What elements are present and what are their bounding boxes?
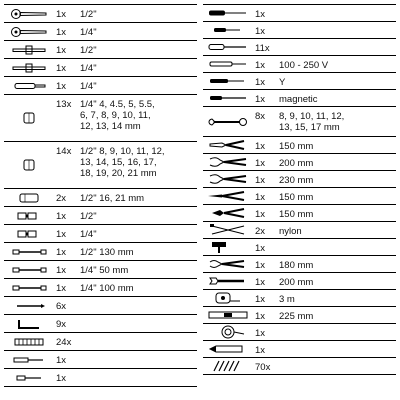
tool-row bbox=[4, 77, 197, 95]
tool-row bbox=[4, 189, 197, 207]
quantity: 13x bbox=[56, 99, 72, 110]
quantity: 8x bbox=[255, 111, 266, 122]
tool-row bbox=[203, 273, 396, 290]
description: 150 mm bbox=[279, 141, 314, 152]
quantity: 1x bbox=[56, 9, 67, 20]
tool-row bbox=[203, 39, 396, 56]
tool-row bbox=[203, 154, 396, 171]
tool-row bbox=[4, 369, 197, 387]
tool-row bbox=[203, 73, 396, 90]
description: 1/2" bbox=[80, 9, 97, 20]
tool-row bbox=[203, 171, 396, 188]
tool-row bbox=[4, 59, 197, 77]
description: 1/2" 16, 21 mm bbox=[80, 193, 145, 204]
tool-row bbox=[4, 351, 197, 369]
description: 1/2" bbox=[80, 211, 97, 222]
description bbox=[279, 358, 396, 362]
quantity: 1x bbox=[56, 81, 67, 92]
tool-row bbox=[4, 142, 197, 189]
tool-row bbox=[203, 239, 396, 256]
combination-pliers-icon bbox=[203, 137, 253, 153]
hex-key-icon bbox=[4, 315, 54, 332]
bit-adapter-icon bbox=[4, 369, 54, 386]
tool-row bbox=[203, 137, 396, 154]
description: 1/4" bbox=[80, 229, 97, 240]
quantity: 1x bbox=[56, 283, 67, 294]
description bbox=[279, 341, 396, 345]
tool-row bbox=[203, 107, 396, 137]
long-nose-pliers-icon bbox=[203, 188, 253, 204]
description bbox=[279, 22, 396, 26]
description: 1/4" bbox=[80, 27, 97, 38]
description: 3 m bbox=[279, 294, 295, 305]
tool-row bbox=[203, 5, 396, 22]
quantity: 1x bbox=[255, 243, 266, 254]
quantity: 1x bbox=[255, 311, 266, 322]
insulation-tape-icon bbox=[203, 324, 253, 340]
description: 1/4" 100 mm bbox=[80, 283, 134, 294]
universal-joint-icon bbox=[4, 207, 54, 224]
description: 1/4" bbox=[80, 63, 97, 74]
quantity: 2x bbox=[255, 226, 266, 237]
quantity: 1x bbox=[255, 141, 266, 152]
tool-row bbox=[203, 205, 396, 222]
description: Y bbox=[279, 77, 286, 88]
quantity: 24x bbox=[56, 337, 72, 348]
tool-row bbox=[203, 188, 396, 205]
quantity: 1x bbox=[56, 211, 67, 222]
quantity: 1x bbox=[56, 265, 67, 276]
ratchet-handle-icon bbox=[4, 23, 54, 40]
tool-row bbox=[203, 341, 396, 358]
tool-row bbox=[4, 279, 197, 297]
quantity: 1x bbox=[56, 229, 67, 240]
tool-row bbox=[203, 256, 396, 273]
quantity: 1x bbox=[255, 9, 266, 20]
tool-row bbox=[4, 333, 197, 351]
bit-icon bbox=[4, 297, 54, 314]
tool-row bbox=[203, 307, 396, 324]
description: 230 mm bbox=[279, 175, 314, 186]
voltage-tester-icon bbox=[203, 56, 253, 72]
quantity: 1x bbox=[255, 158, 266, 169]
spirit-level-icon bbox=[203, 307, 253, 323]
quantity: 1x bbox=[56, 373, 67, 384]
tool-row bbox=[4, 95, 197, 142]
description: 1/2" 8, 9, 10, 11, 12, 13, 14, 15, 16, 17, 18, 19, 20, 21 mm bbox=[80, 146, 165, 179]
quantity: 11x bbox=[255, 43, 270, 54]
left-column bbox=[4, 4, 197, 387]
quantity: 1x bbox=[255, 26, 266, 37]
tool-row bbox=[203, 358, 396, 375]
bit-screwdriver-icon bbox=[203, 5, 253, 21]
description bbox=[279, 324, 396, 328]
spinner-handle-icon bbox=[4, 77, 54, 94]
description: 225 mm bbox=[279, 311, 314, 322]
tool-row bbox=[203, 90, 396, 107]
small-screwdriver-icon bbox=[203, 22, 253, 38]
locking-pliers-icon bbox=[203, 256, 253, 272]
description: 1/4" 50 mm bbox=[80, 265, 129, 276]
tool-row bbox=[203, 22, 396, 39]
tool-row bbox=[4, 261, 197, 279]
bits-set-icon bbox=[4, 333, 54, 350]
ratchet-handle-icon bbox=[4, 5, 54, 22]
quantity: 1x bbox=[56, 45, 67, 56]
deep-socket-icon bbox=[4, 189, 54, 206]
description: 200 mm bbox=[279, 158, 314, 169]
tool-row bbox=[4, 207, 197, 225]
screws-icon bbox=[203, 358, 253, 374]
description: 200 mm bbox=[279, 277, 314, 288]
description: 150 mm bbox=[279, 192, 314, 203]
description bbox=[279, 39, 396, 43]
description bbox=[80, 297, 197, 301]
description: 1/2" 130 mm bbox=[80, 247, 134, 258]
tool-row bbox=[4, 23, 197, 41]
quantity: 1x bbox=[255, 328, 266, 339]
tool-row bbox=[4, 243, 197, 261]
quantity: 1x bbox=[56, 247, 67, 258]
description: 1/4" bbox=[80, 81, 97, 92]
water-pump-pliers-icon bbox=[203, 171, 253, 187]
description: 1/4" 4, 4.5, 5, 5.5, 6, 7, 8, 9, 10, 11, 12, 13, 14 mm bbox=[80, 99, 155, 132]
diagonal-cutters-icon bbox=[203, 205, 253, 221]
cable-ties-icon bbox=[203, 222, 253, 238]
quantity: 70x bbox=[255, 362, 271, 373]
description: 1/2" bbox=[80, 45, 97, 56]
quantity: 1x bbox=[255, 260, 266, 271]
quantity: 1x bbox=[255, 77, 266, 88]
quantity: 1x bbox=[56, 355, 67, 366]
tool-row bbox=[4, 41, 197, 59]
quantity: 2x bbox=[56, 193, 67, 204]
description: nylon bbox=[279, 226, 302, 237]
description bbox=[279, 239, 396, 243]
tool-row bbox=[203, 222, 396, 239]
y-screwdriver-icon bbox=[203, 73, 253, 89]
t-bar-handle-icon bbox=[4, 59, 54, 76]
utility-knife-icon bbox=[203, 341, 253, 357]
quantity: 14x bbox=[56, 146, 72, 157]
tape-measure-icon bbox=[203, 290, 253, 306]
universal-joint-icon bbox=[4, 225, 54, 242]
quantity: 1x bbox=[255, 60, 266, 71]
description: 100 - 250 V bbox=[279, 60, 329, 71]
screwdriver-icon bbox=[203, 39, 253, 55]
t-bar-handle-icon bbox=[4, 41, 54, 58]
quantity: 1x bbox=[255, 192, 266, 203]
quantity: 1x bbox=[56, 63, 67, 74]
description: 8, 9, 10, 11, 12, 13, 15, 17 mm bbox=[279, 111, 345, 133]
adjustable-wrench-icon bbox=[203, 273, 253, 289]
quantity: 1x bbox=[56, 27, 67, 38]
tool-row bbox=[203, 324, 396, 341]
bit-holder-icon bbox=[4, 351, 54, 368]
extension-bar-icon bbox=[4, 243, 54, 260]
description bbox=[279, 5, 396, 9]
water-pump-pliers-icon bbox=[203, 154, 253, 170]
short-socket-icon bbox=[4, 95, 54, 141]
description bbox=[80, 333, 197, 337]
extension-bar-icon bbox=[4, 279, 54, 296]
combination-wrench-icon bbox=[203, 107, 253, 136]
quantity: 1x bbox=[255, 209, 266, 220]
short-socket-icon bbox=[4, 142, 54, 188]
quantity: 1x bbox=[255, 277, 266, 288]
quantity: 1x bbox=[255, 345, 266, 356]
tool-row bbox=[4, 297, 197, 315]
extension-bar-icon bbox=[4, 261, 54, 278]
hammer-icon bbox=[203, 239, 253, 255]
right-column bbox=[203, 4, 396, 375]
tool-row bbox=[4, 315, 197, 333]
description: 150 mm bbox=[279, 209, 314, 220]
description bbox=[80, 315, 197, 319]
tool-row bbox=[4, 5, 197, 23]
quantity: 1x bbox=[255, 294, 266, 305]
quantity: 1x bbox=[255, 175, 266, 186]
tool-row bbox=[4, 225, 197, 243]
tool-row bbox=[203, 56, 396, 73]
tool-row bbox=[203, 290, 396, 307]
description bbox=[80, 351, 197, 355]
description: magnetic bbox=[279, 94, 318, 105]
description bbox=[80, 369, 197, 373]
quantity: 9x bbox=[56, 319, 67, 330]
quantity: 1x bbox=[255, 94, 266, 105]
description: 180 mm bbox=[279, 260, 314, 271]
quantity: 6x bbox=[56, 301, 67, 312]
magnetic-pickup-icon bbox=[203, 90, 253, 106]
